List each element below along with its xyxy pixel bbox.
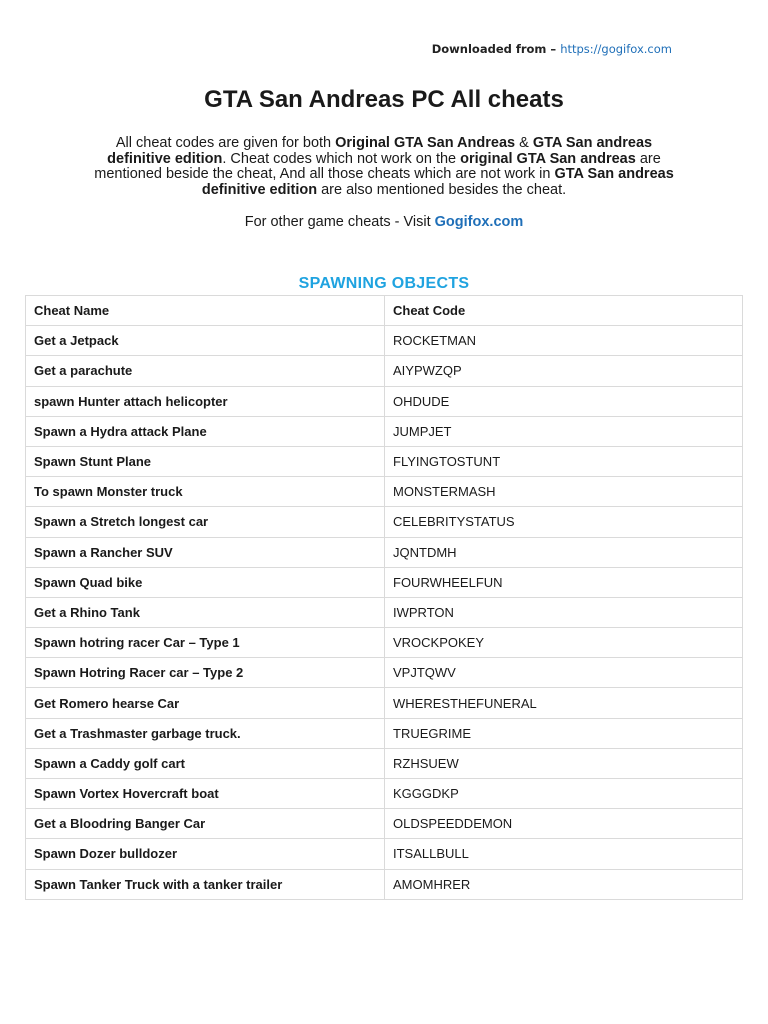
intro-text-5: are also mentioned besides the cheat. [317, 181, 567, 198]
table-row [26, 839, 743, 869]
cheat-code-cell: VROCKPOKEY [385, 628, 743, 658]
cheat-code-cell: AIYPWZQP [385, 356, 743, 386]
table-row [26, 809, 743, 839]
cheat-name-cell: Spawn Tanker Truck with a tanker trailer [26, 869, 385, 899]
intro-text-1: All cheat codes are given for both [115, 135, 336, 151]
cheat-code-cell: FLYINGTOSTUNT [385, 446, 743, 476]
visit-line [0, 214, 768, 230]
table-row [26, 326, 743, 356]
cheat-name-cell: To spawn Monster truck [26, 477, 385, 507]
intro-paragraph [92, 136, 676, 198]
column-header-cheat-code: Cheat Code [385, 296, 743, 326]
cheat-code-cell: MONSTERMASH [385, 477, 743, 507]
table-row [26, 537, 743, 567]
cheat-code-cell: IWPRTON [385, 597, 743, 627]
cheat-name-cell: Spawn Vortex Hovercraft boat [26, 779, 385, 809]
cheat-code-cell: CELEBRITYSTATUS [385, 507, 743, 537]
cheat-name-cell: Spawn Hotring Racer car – Type 2 [26, 658, 385, 688]
page-title: GTA San Andreas PC All cheats [204, 86, 564, 113]
cheat-name-cell: Spawn a Rancher SUV [26, 537, 385, 567]
cheat-code-cell: OLDSPEEDDEMON [385, 809, 743, 839]
cheat-name-cell: Get a Bloodring Banger Car [26, 809, 385, 839]
cheat-name-cell: spawn Hunter attach helicopter [26, 386, 385, 416]
download-source-note [432, 42, 672, 56]
cheat-name-cell: Spawn Quad bike [26, 567, 385, 597]
cheat-code-cell: JQNTDMH [385, 537, 743, 567]
download-prefix: Downloaded from – [431, 42, 561, 56]
table-row [26, 477, 743, 507]
cheat-name-cell: Get a parachute [26, 356, 385, 386]
cheat-name-cell: Spawn a Caddy golf cart [26, 748, 385, 778]
table-row [26, 628, 743, 658]
cheat-code-cell: RZHSUEW [385, 748, 743, 778]
cheat-code-cell: WHERESTHEFUNERAL [385, 688, 743, 718]
table-row [26, 507, 743, 537]
section-title: SPAWNING OBJECTS [298, 275, 470, 292]
gogifox-link[interactable]: Gogifox.com [434, 214, 524, 230]
table-row [26, 567, 743, 597]
cheat-name-cell: Get a Trashmaster garbage truck. [26, 718, 385, 748]
table-row [26, 688, 743, 718]
intro-bold-original-2: original GTA San andreas [460, 150, 636, 167]
cheat-code-cell: OHDUDE [385, 386, 743, 416]
cheat-code-cell: ROCKETMAN [385, 326, 743, 356]
cheat-name-cell: Spawn hotring racer Car – Type 1 [26, 628, 385, 658]
cheat-code-cell: FOURWHEELFUN [385, 567, 743, 597]
intro-text-3: . Cheat codes which not work on the [222, 150, 461, 167]
cheat-code-cell: ITSALLBULL [385, 839, 743, 869]
cheat-name-cell: Get Romero hearse Car [26, 688, 385, 718]
cheat-name-cell: Spawn a Stretch longest car [26, 507, 385, 537]
cheat-code-cell: TRUEGRIME [385, 718, 743, 748]
cheat-code-cell: AMOMHRER [385, 869, 743, 899]
table-row [26, 416, 743, 446]
column-header-cheat-name: Cheat Name [26, 296, 385, 326]
table-row [26, 356, 743, 386]
cheat-name-cell: Get a Rhino Tank [26, 597, 385, 627]
cheat-code-cell: JUMPJET [385, 416, 743, 446]
table-row [26, 718, 743, 748]
table-row [26, 597, 743, 627]
intro-bold-definitive: GTA San andreas definitive edition [107, 135, 653, 167]
table-row [26, 386, 743, 416]
cheat-name-cell: Spawn a Hydra attack Plane [26, 416, 385, 446]
table-header-row [26, 296, 743, 326]
table-row [26, 869, 743, 899]
intro-text-2: & [515, 135, 533, 151]
cheat-name-cell: Spawn Dozer bulldozer [26, 839, 385, 869]
cheat-name-cell: Spawn Stunt Plane [26, 446, 385, 476]
visit-prefix: For other game cheats - Visit [244, 214, 435, 230]
table-row [26, 748, 743, 778]
intro-text-4: are mentioned beside the cheat, And all those cheats which are not work in [94, 150, 661, 183]
cheat-name-cell: Get a Jetpack [26, 326, 385, 356]
intro-bold-original: Original GTA San Andreas [335, 135, 516, 151]
cheat-table [25, 295, 743, 900]
table-row [26, 446, 743, 476]
intro-bold-definitive-2: GTA San andreas definitive edition [201, 166, 674, 198]
cheat-code-cell: KGGGDKP [385, 779, 743, 809]
table-row [26, 658, 743, 688]
table-row [26, 779, 743, 809]
download-source-link[interactable]: https://gogifox.com [560, 42, 672, 56]
cheat-code-cell: VPJTQWV [385, 658, 743, 688]
